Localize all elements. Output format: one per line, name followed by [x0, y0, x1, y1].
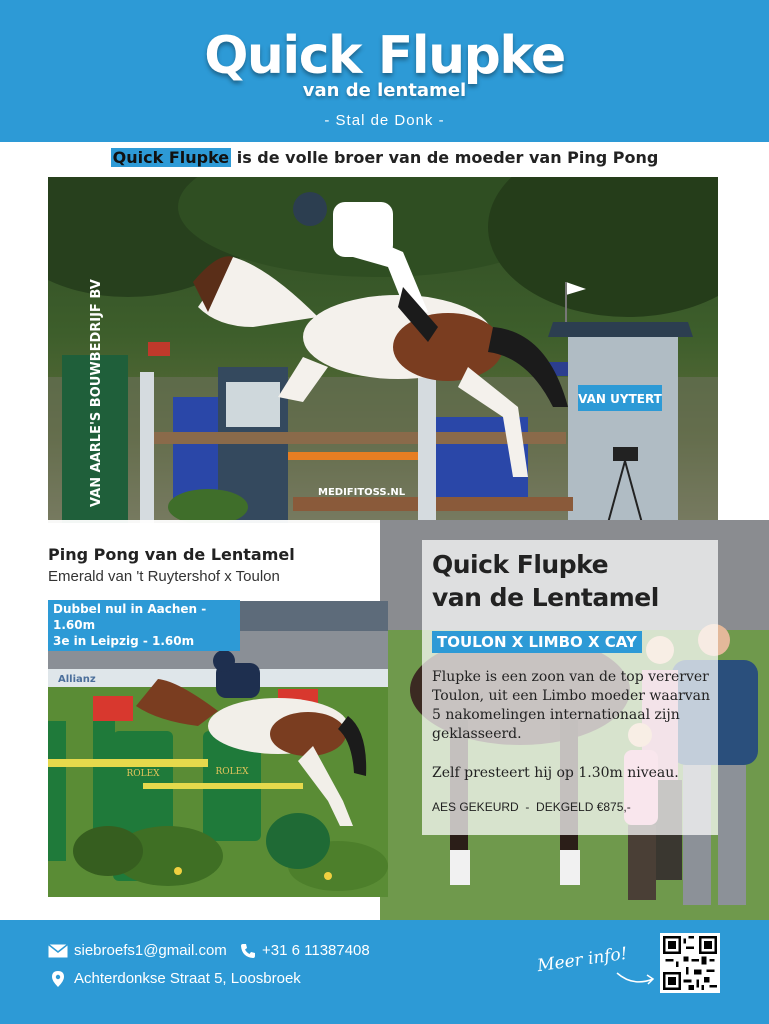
card-horse-name [432, 548, 712, 614]
page-subtitle: van de lentamel [302, 80, 467, 101]
phone-icon [240, 943, 256, 959]
achievement-1: Dubbel nul in Aachen - 1.60m [53, 602, 207, 632]
page-title: Quick Flupke [204, 26, 565, 86]
contact-phone-row[interactable] [240, 942, 370, 959]
card-name-line1: Quick Flupke [432, 550, 609, 579]
card-description: Flupke is een zoon van de top vererver Toulon, uit een Limbo moeder waarvan 5 nakomelingen internationaal zijn geklasseerd. [432, 669, 711, 742]
envelope-icon [48, 944, 68, 958]
card-footer: AES GEKEURD - DEKGELD €875,- [432, 800, 631, 814]
rolex-text-1: ROLEX [126, 769, 160, 779]
location-pin-icon [52, 971, 64, 987]
card-name-line2: van de Lentamel [432, 583, 659, 612]
address-text: Achterdonkse Straat 5, Loosbroek [74, 970, 301, 987]
sign-right-text: VAN UYTERT [578, 392, 662, 406]
contact-email-row[interactable] [48, 942, 227, 959]
tagline-highlight: Quick Flupke [112, 148, 230, 167]
qr-code[interactable] [660, 933, 720, 993]
stable-name: - Stal de Donk - [324, 112, 445, 129]
main-jumping-photo [48, 177, 718, 523]
allianz-text: Allianz [58, 674, 96, 685]
card-level: Zelf presteert hij op 1.30m niveau. [432, 765, 679, 781]
email-link[interactable]: siebroefs1@gmail.com [74, 942, 227, 959]
header-banner [0, 0, 769, 142]
ping-pong-name: Ping Pong van de Lentamel [48, 545, 295, 564]
qr-code-icon [663, 936, 717, 990]
achievement-2: 3e in Leipzig - 1.60m [53, 634, 195, 648]
phone-link[interactable]: +31 6 11387408 [262, 942, 370, 959]
card-pedigree-badge: TOULON X LIMBO X CAY [432, 631, 642, 653]
tagline-text: is de volle broer van de moeder van Ping Pong [231, 148, 659, 167]
jumping-scene [48, 177, 718, 523]
achievements-box [48, 600, 240, 651]
ping-pong-pedigree: Emerald van 't Ruytershof x Toulon [48, 568, 280, 585]
banner-text: MEDIFITOSS.NL [318, 487, 406, 498]
sign-left-text: VAN AARLE'S BOUWBEDRIJF BV [89, 279, 104, 507]
more-info-text: Meer info! [536, 943, 629, 977]
contact-address-row [52, 970, 301, 987]
tagline [0, 148, 769, 167]
arrow-icon [615, 965, 657, 987]
rolex-text-2: ROLEX [215, 767, 249, 777]
